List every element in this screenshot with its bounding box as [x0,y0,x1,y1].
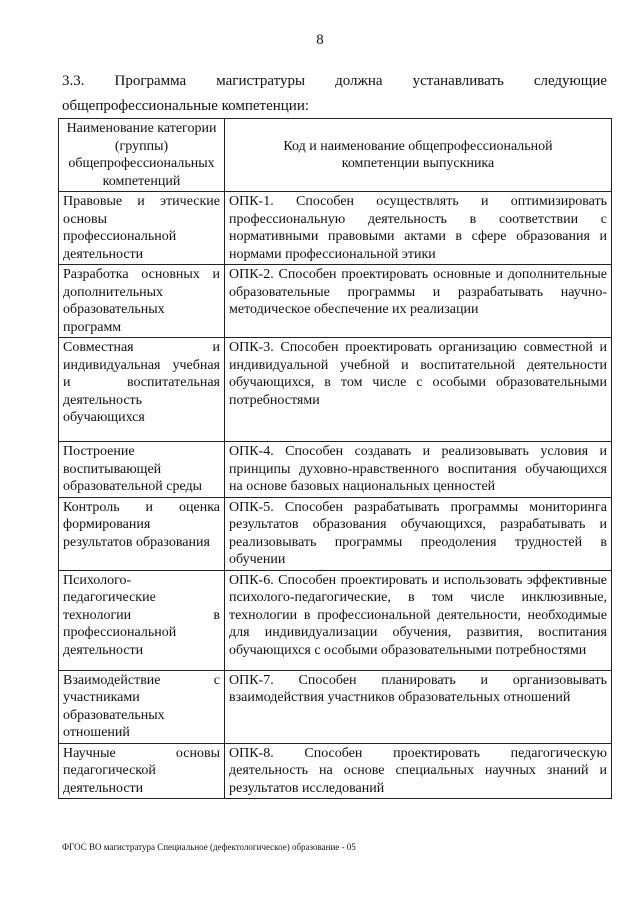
row-competence: ОПК-4. Способен создавать и реализовывать условия и принципы духовно-нравственного воспитания обучающихся на основе базовых национальных ценностей [225,442,612,498]
row-competence: ОПК-3. Способен проектировать организацию совместной и индивидуальной учебной и воспитательной деятельности обучающихся, в том числе с особыми образовательными потребностями [225,338,612,442]
footer-note: ФГОС ВО магистратура Специальное (дефектологическое) образование - 05 [62,842,356,852]
table-row [59,497,612,570]
table-row [59,670,612,743]
row-category: Правовые и этические основы профессиональной деятельности [59,192,225,265]
row-competence: ОПК-6. Способен проектировать и использовать эффективные психолого-педагогические, в том числе инклюзивные, технологии в профессиональной деятельности, необходимые для индивидуализации обучения, развития, воспитания обучающихся с особыми образовательными потребностями [225,570,612,670]
table-row [59,338,612,442]
row-category: Совместная и индивидуальная учебная и воспитательная деятельность обучающихся [59,338,225,442]
row-category: Взаимодействие с участниками образовательных отношений [59,670,225,743]
table-header-row [59,119,612,192]
table-row [59,192,612,265]
table-row [59,265,612,338]
row-category: Разработка основных и дополнительных образовательных программ [59,265,225,338]
row-category: Контроль и оценка формирования результатов образования [59,497,225,570]
header-category: Наименование категории (группы) общепрофессиональных компетенций [59,119,225,192]
row-competence: ОПК-5. Способен разрабатывать программы мониторинга результатов образования обучающихся, разрабатывать и реализовывать программы преодоления трудностей в обучении [225,497,612,570]
row-category: Построение воспитывающей образовательной среды [59,442,225,498]
row-competence: ОПК-7. Способен планировать и организовывать взаимодействия участников образовательных отношений [225,670,612,743]
table-row [59,570,612,670]
competencies-table [58,118,612,799]
intro-line-2: общепрофессиональные компетенции: [62,98,310,114]
header-competence: Код и наименование общепрофессиональной компетенции выпускника [225,119,612,192]
row-competence: ОПК-1. Способен осуществлять и оптимизировать профессиональную деятельность в соответствии с нормативными правовыми актами в сфере образования и нормами профессиональной этики [225,192,612,265]
table-row [59,743,612,799]
intro-line-1: 3.3. Программа магистратуры должна устанавливать следующие [62,73,607,89]
row-competence: ОПК-2. Способен проектировать основные и дополнительные образовательные программы и разрабатывать научно-методическое обеспечение их реализации [225,265,612,338]
table-row [59,442,612,498]
row-category: Научные основы педагогической деятельности [59,743,225,799]
page-number: 8 [316,32,324,48]
row-competence: ОПК-8. Способен проектировать педагогическую деятельность на основе специальных научных знаний и результатов исследований [225,743,612,799]
row-category: Психолого-педагогические технологии в профессиональной деятельности [59,570,225,670]
